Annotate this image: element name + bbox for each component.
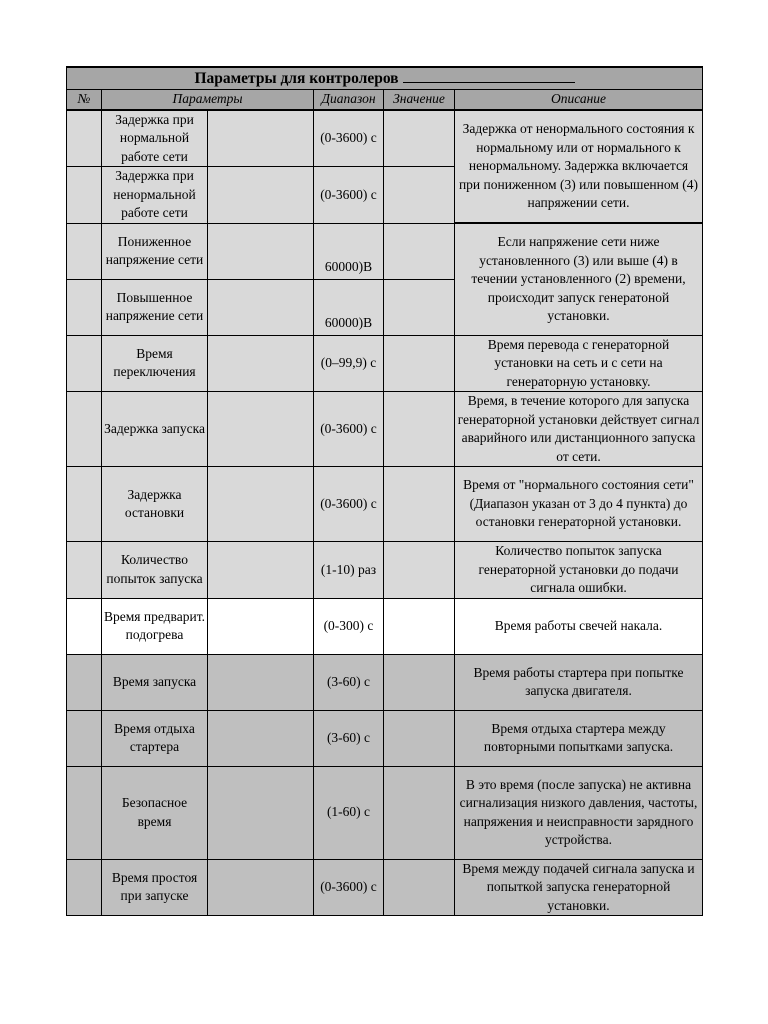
num-cell <box>67 654 102 710</box>
num-cell <box>67 859 102 916</box>
desc-cell: Время работы стартера при попытке запуска двигателя. <box>455 654 703 710</box>
desc-cell: Время между подачей сигнала запуска и попыткой запуска генераторной установки. <box>455 859 703 916</box>
param-cell: Время предварит. подогрева <box>102 598 208 654</box>
num-cell <box>67 542 102 599</box>
param-cell: Безопасное время <box>102 766 208 859</box>
extra-cell <box>208 167 314 224</box>
table-row <box>67 223 703 279</box>
param-cell: Задержка остановки <box>102 467 208 542</box>
table-row <box>67 766 703 859</box>
desc-cell: Время от "нормального состояния сети" (Диапазон указан от 3 до 4 пункта) до остановки генераторной установки. <box>455 467 703 542</box>
num-cell <box>67 167 102 224</box>
extra-cell <box>208 598 314 654</box>
num-cell <box>67 223 102 279</box>
num-cell <box>67 279 102 335</box>
value-cell[interactable] <box>384 766 455 859</box>
num-cell <box>67 598 102 654</box>
header-row <box>67 90 703 110</box>
desc-cell: Задержка от ненормального состояния к нормальному или от нормального к ненормальному. Задержка включается при пониженном (3) или повышенном (4) напряжении сети. <box>455 110 703 224</box>
range-cell: (0–99,9) с <box>314 335 384 392</box>
value-cell[interactable] <box>384 467 455 542</box>
controller-parameters-table <box>66 66 703 916</box>
header-desc: Описание <box>455 90 703 110</box>
desc-cell: Время, в течение которого для запуска генераторной установки действует сигнал аварийного или дистанционного запуска от сети. <box>455 392 703 467</box>
table-row <box>67 335 703 392</box>
desc-cell: Если напряжение сети ниже установленного (3) или выше (4) в течении установленного (2) времени, происходит запуск генератоной установки. <box>455 223 703 335</box>
value-cell[interactable] <box>384 279 455 335</box>
value-cell[interactable] <box>384 654 455 710</box>
desc-cell: Время работы свечей накала. <box>455 598 703 654</box>
param-cell: Задержка запуска <box>102 392 208 467</box>
extra-cell <box>208 392 314 467</box>
range-cell: (1-60) с <box>314 766 384 859</box>
table-row <box>67 598 703 654</box>
header-range: Диапазон <box>314 90 384 110</box>
num-cell <box>67 110 102 167</box>
extra-cell <box>208 710 314 766</box>
value-cell[interactable] <box>384 223 455 279</box>
param-cell: Время отдыха стартера <box>102 710 208 766</box>
param-cell: Пониженное напряжение сети <box>102 223 208 279</box>
range-cell: (0-3600) с <box>314 392 384 467</box>
range-cell: (0-300) с <box>314 598 384 654</box>
header-num: № <box>67 90 102 110</box>
range-cell: 60000)В <box>314 279 384 335</box>
extra-cell <box>208 110 314 167</box>
range-cell: (0-3600) с <box>314 167 384 224</box>
range-cell: (1-10) раз <box>314 542 384 599</box>
table-row <box>67 859 703 916</box>
param-cell: Задержка при ненормальной работе сети <box>102 167 208 224</box>
table-row <box>67 654 703 710</box>
extra-cell <box>208 335 314 392</box>
range-cell: (0-3600) с <box>314 110 384 167</box>
range-cell: (3-60) с <box>314 654 384 710</box>
header-value: Значение <box>384 90 455 110</box>
num-cell <box>67 467 102 542</box>
desc-cell: Время перевода с генераторной установки на сеть и с сети на генераторную установку. <box>455 335 703 392</box>
value-cell[interactable] <box>384 859 455 916</box>
param-cell: Время простоя при запуске <box>102 859 208 916</box>
table-row <box>67 710 703 766</box>
value-cell[interactable] <box>384 167 455 224</box>
param-cell: Время запуска <box>102 654 208 710</box>
param-cell: Количество попыток запуска <box>102 542 208 599</box>
desc-cell: Количество попыток запуска генераторной установки до подачи сигнала ошибки. <box>455 542 703 599</box>
range-cell: (0-3600) с <box>314 467 384 542</box>
value-cell[interactable] <box>384 710 455 766</box>
extra-cell <box>208 279 314 335</box>
table-row <box>67 542 703 599</box>
table-row <box>67 467 703 542</box>
header-param: Параметры <box>102 90 314 110</box>
desc-cell: Время отдыха стартера между повторными попытками запуска. <box>455 710 703 766</box>
num-cell <box>67 392 102 467</box>
value-cell[interactable] <box>384 392 455 467</box>
range-cell: 60000)В <box>314 223 384 279</box>
extra-cell <box>208 859 314 916</box>
range-cell: (0-3600) с <box>314 859 384 916</box>
extra-cell <box>208 223 314 279</box>
num-cell <box>67 710 102 766</box>
value-cell[interactable] <box>384 598 455 654</box>
title-text: Параметры для контролеров <box>194 70 399 88</box>
extra-cell <box>208 467 314 542</box>
param-cell: Время переключения <box>102 335 208 392</box>
extra-cell <box>208 542 314 599</box>
value-cell[interactable] <box>384 335 455 392</box>
desc-cell: В это время (после запуска) не активна сигнализация низкого давления, частоты, напряжения и неисправности зарядного устройства. <box>455 766 703 859</box>
extra-cell <box>208 766 314 859</box>
table-title <box>67 67 703 90</box>
extra-cell <box>208 654 314 710</box>
table-row <box>67 110 703 167</box>
param-cell: Задержка при нормальной работе сети <box>102 110 208 167</box>
value-cell[interactable] <box>384 110 455 167</box>
value-cell[interactable] <box>384 542 455 599</box>
title-blank-line <box>403 68 575 83</box>
num-cell <box>67 335 102 392</box>
num-cell <box>67 766 102 859</box>
param-cell: Повышенное напряжение сети <box>102 279 208 335</box>
range-cell: (3-60) с <box>314 710 384 766</box>
table-row <box>67 392 703 467</box>
